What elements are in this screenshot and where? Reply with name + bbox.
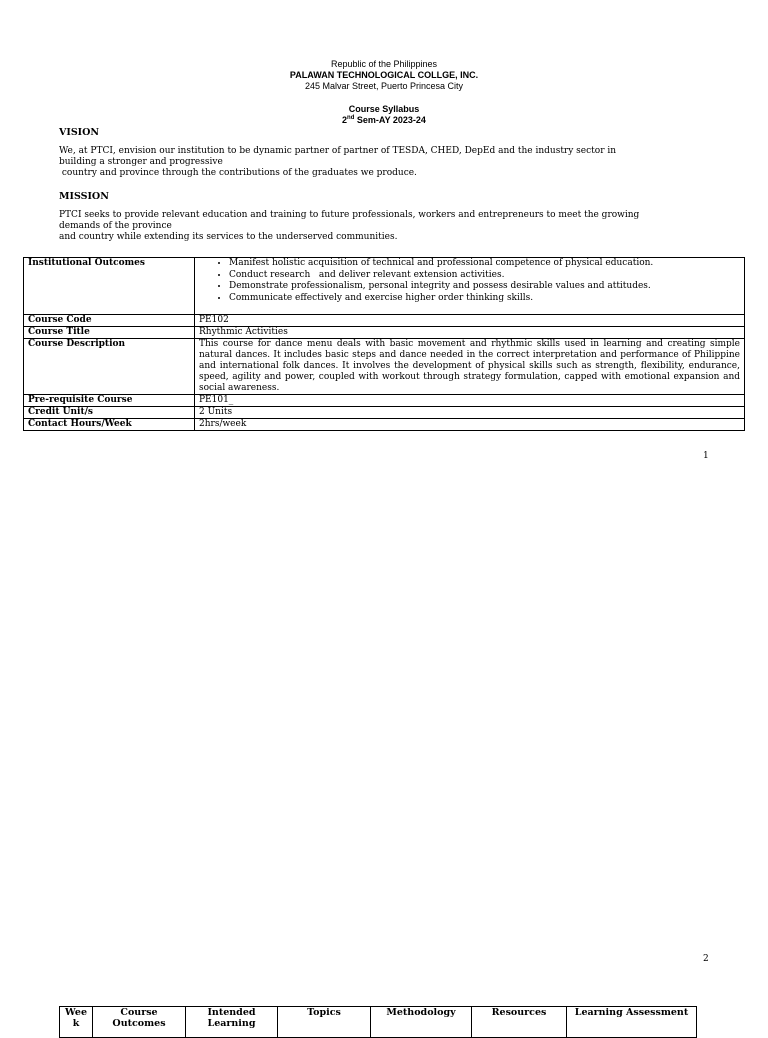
credit-units-value: 2 Units xyxy=(195,407,745,419)
credit-units-label: Credit Unit/s xyxy=(24,407,195,419)
outcomes-list xyxy=(199,258,740,304)
course-info-table xyxy=(23,257,745,431)
mission-line: demands of the province xyxy=(59,221,172,231)
semester-suffix: nd xyxy=(347,115,355,121)
course-outcomes-header: Course Outcomes xyxy=(93,1007,186,1038)
list-item: • Conduct research and deliver relevant extension activities. xyxy=(229,270,740,282)
mission-line: PTCI seeks to provide relevant education and training to future professionals, workers and entrepreneurs to meet the growing xyxy=(59,210,640,220)
prerequisite-value: PE101_ xyxy=(195,395,745,407)
topics-header: Topics xyxy=(278,1007,371,1038)
semester-rest: Sem-AY 2023-24 xyxy=(354,115,426,125)
semester-line xyxy=(0,115,768,126)
resources-header: Resources xyxy=(472,1007,567,1038)
week-header: Wee k xyxy=(60,1007,93,1038)
contact-hours-label: Contact Hours/Week xyxy=(24,419,195,431)
intended-learning-header: Intended Learning xyxy=(186,1007,278,1038)
course-description-label: Course Description xyxy=(24,339,195,395)
table-row xyxy=(24,407,745,419)
learning-plan-table xyxy=(59,1006,697,1038)
course-title-label: Course Title xyxy=(24,327,195,339)
prerequisite-label: Pre-requisite Course xyxy=(24,395,195,407)
institution-address: 245 Malvar Street, Puerto Princesa City xyxy=(304,81,464,91)
table-header-row xyxy=(60,1007,697,1038)
list-item: • Manifest holistic acquisition of technical and professional competence of physical education. xyxy=(229,258,740,270)
course-title-value: Rhythmic Activities xyxy=(195,327,745,339)
vision-title: VISION xyxy=(59,127,100,138)
table-row xyxy=(24,419,745,431)
page-number: 2 xyxy=(703,954,709,964)
methodology-header: Methodology xyxy=(371,1007,472,1038)
table-row xyxy=(24,315,745,327)
list-item: • Demonstrate professionalism, personal integrity and possess desirable values and attitudes. xyxy=(229,281,740,293)
table-row xyxy=(24,327,745,339)
vision-line: building a stronger and progressive xyxy=(59,157,223,167)
contact-hours-value: 2hrs/week xyxy=(195,419,745,431)
vision-line: We, at PTCI, envision our institution to be dynamic partner of partner of TESDA, CHED, DepEd and the industry sector in xyxy=(59,146,617,156)
institution-name: PALAWAN TECHNOLOGICAL COLLGE, INC. xyxy=(289,70,479,80)
table-row xyxy=(24,339,745,395)
mission-line: and country while extending its services to the underserved communities. xyxy=(59,232,398,242)
semester-ordinal: 2 xyxy=(342,115,348,125)
document-title: Course Syllabus xyxy=(348,104,420,114)
list-item: • Communicate effectively and exercise higher order thinking skills. xyxy=(229,293,740,305)
course-description-value: This course for dance menu deals with basic movement and rhythmic skills used in learning and creating simple natural dances. It includes basic steps and dance needed in the correct interpretation and performance of Philippine and international folk dances. It involves the development of physical skills such as strength, flexibility, endurance, speed, agility and power, coupled with workout through strategy formulation, capped with emotional expansion and social awareness. xyxy=(195,339,745,395)
learning-assessment-header: Learning Assessment xyxy=(567,1007,697,1038)
outcomes-cell xyxy=(195,258,745,315)
page-number: 1 xyxy=(703,451,709,461)
course-code-label: Course Code xyxy=(24,315,195,327)
republic-line: Republic of the Philippines xyxy=(330,59,438,69)
mission-title: MISSION xyxy=(59,191,109,202)
vision-line: country and province through the contributions of the graduates we produce. xyxy=(59,168,417,178)
mission-text xyxy=(59,210,709,243)
table-row xyxy=(24,395,745,407)
table-row xyxy=(24,258,745,315)
course-code-value: PE102 xyxy=(195,315,745,327)
vision-text xyxy=(59,146,709,179)
outcomes-label: Institutional Outcomes xyxy=(24,258,195,315)
